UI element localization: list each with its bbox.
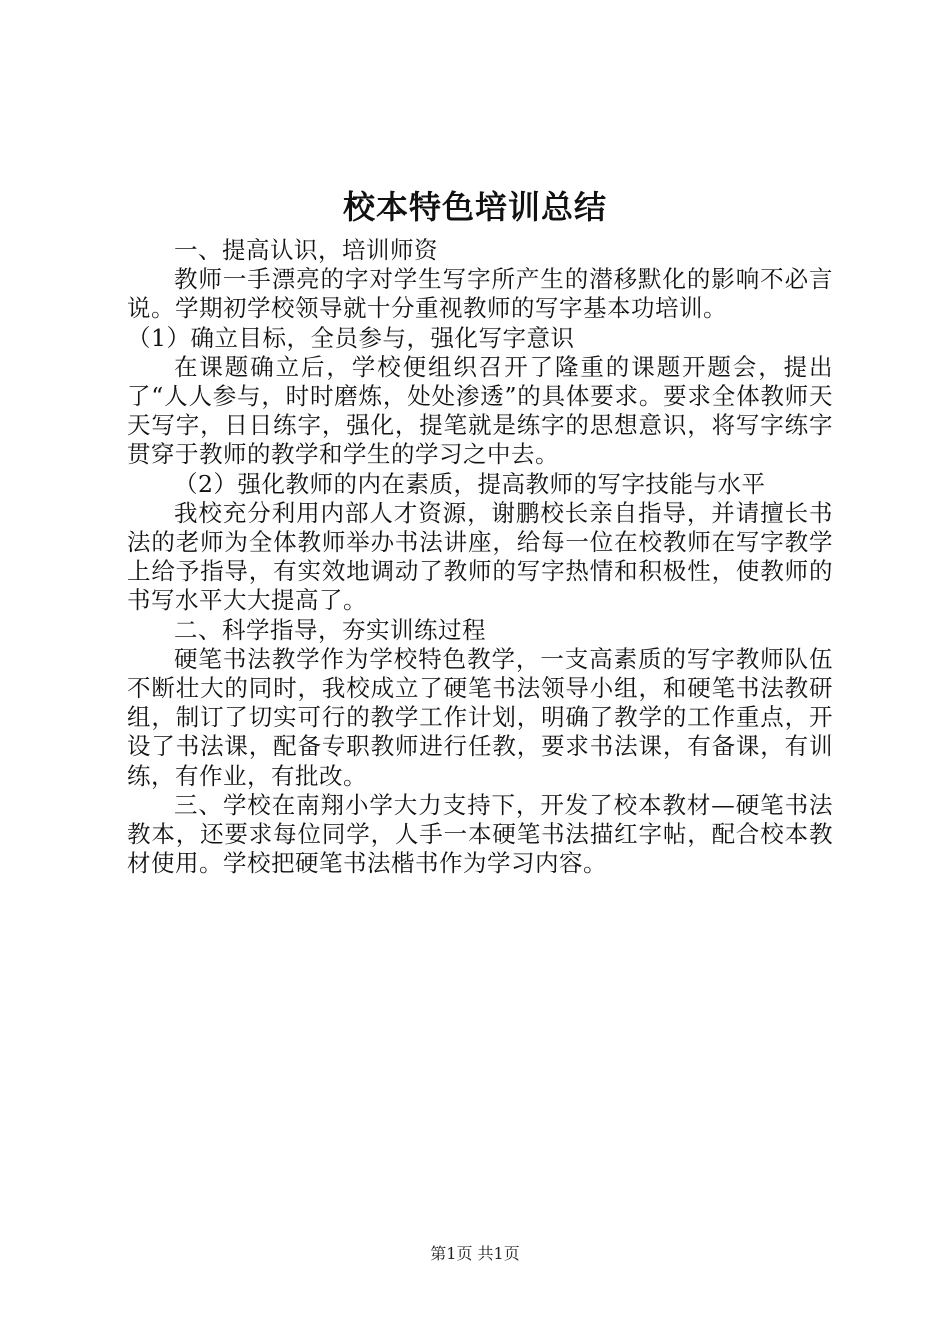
paragraph-2: 在课题确立后，学校便组织召开了隆重的课题开题会，提出了“人人参与，时时磨炼，处处渗透”的具体要求。要求全体教师天天写字，日日练字，强化，提笔就是练字的思想意识，将写字练字贯穿于教师的教学和学生的学习之中去。 (127, 352, 833, 469)
section-heading-2: 二、科学指导，夯实训练过程 (174, 615, 486, 644)
subheading-2: （2）强化教师的内在素质，提高教师的写字技能与水平 (174, 469, 766, 498)
page-footer: 第1页 共1页 (430, 1244, 520, 1263)
document-title: 校本特色培训总结 (342, 188, 607, 226)
section-heading-1: 一、提高认识，培训师资 (174, 236, 438, 264)
paragraph-4: 硬笔书法教学作为学校特色教学，一支高素质的写字教师队伍不断壮大的同时，我校成立了硬笔书法领导小组，和硬笔书法教研组，制订了切实可行的教学工作计划，明确了教学的工作重点，开设了书法课，配备专职教师进行任教，要求书法课，有备课，有训练，有作业，有批改。 (127, 644, 833, 790)
paragraph-1: 教师一手漂亮的字对学生写字所产生的潜移默化的影响不必言说。学期初学校领导就十分重视教师的写字基本功培训。 (127, 265, 833, 323)
paragraph-3: 我校充分利用内部人才资源，谢鹏校长亲自指导，并请擅长书法的老师为全体教师举办书法讲座，给每一位在校教师在写字教学上给予指导，有实效地调动了教师的写字热情和积极性，使教师的书写水平大大提高了。 (127, 498, 833, 615)
section-heading-3: 三、学校在南翔小学大力支持下，开发了校本教材—硬笔书法教本，还要求每位同学，人手一本硬笔书法描红字帖，配合校本教材使用。学校把硬笔书法楷书作为学习内容。 (127, 790, 833, 878)
subheading-1: （1）确立目标，全员参与，强化写字意识 (127, 323, 575, 352)
document-body (127, 236, 833, 878)
